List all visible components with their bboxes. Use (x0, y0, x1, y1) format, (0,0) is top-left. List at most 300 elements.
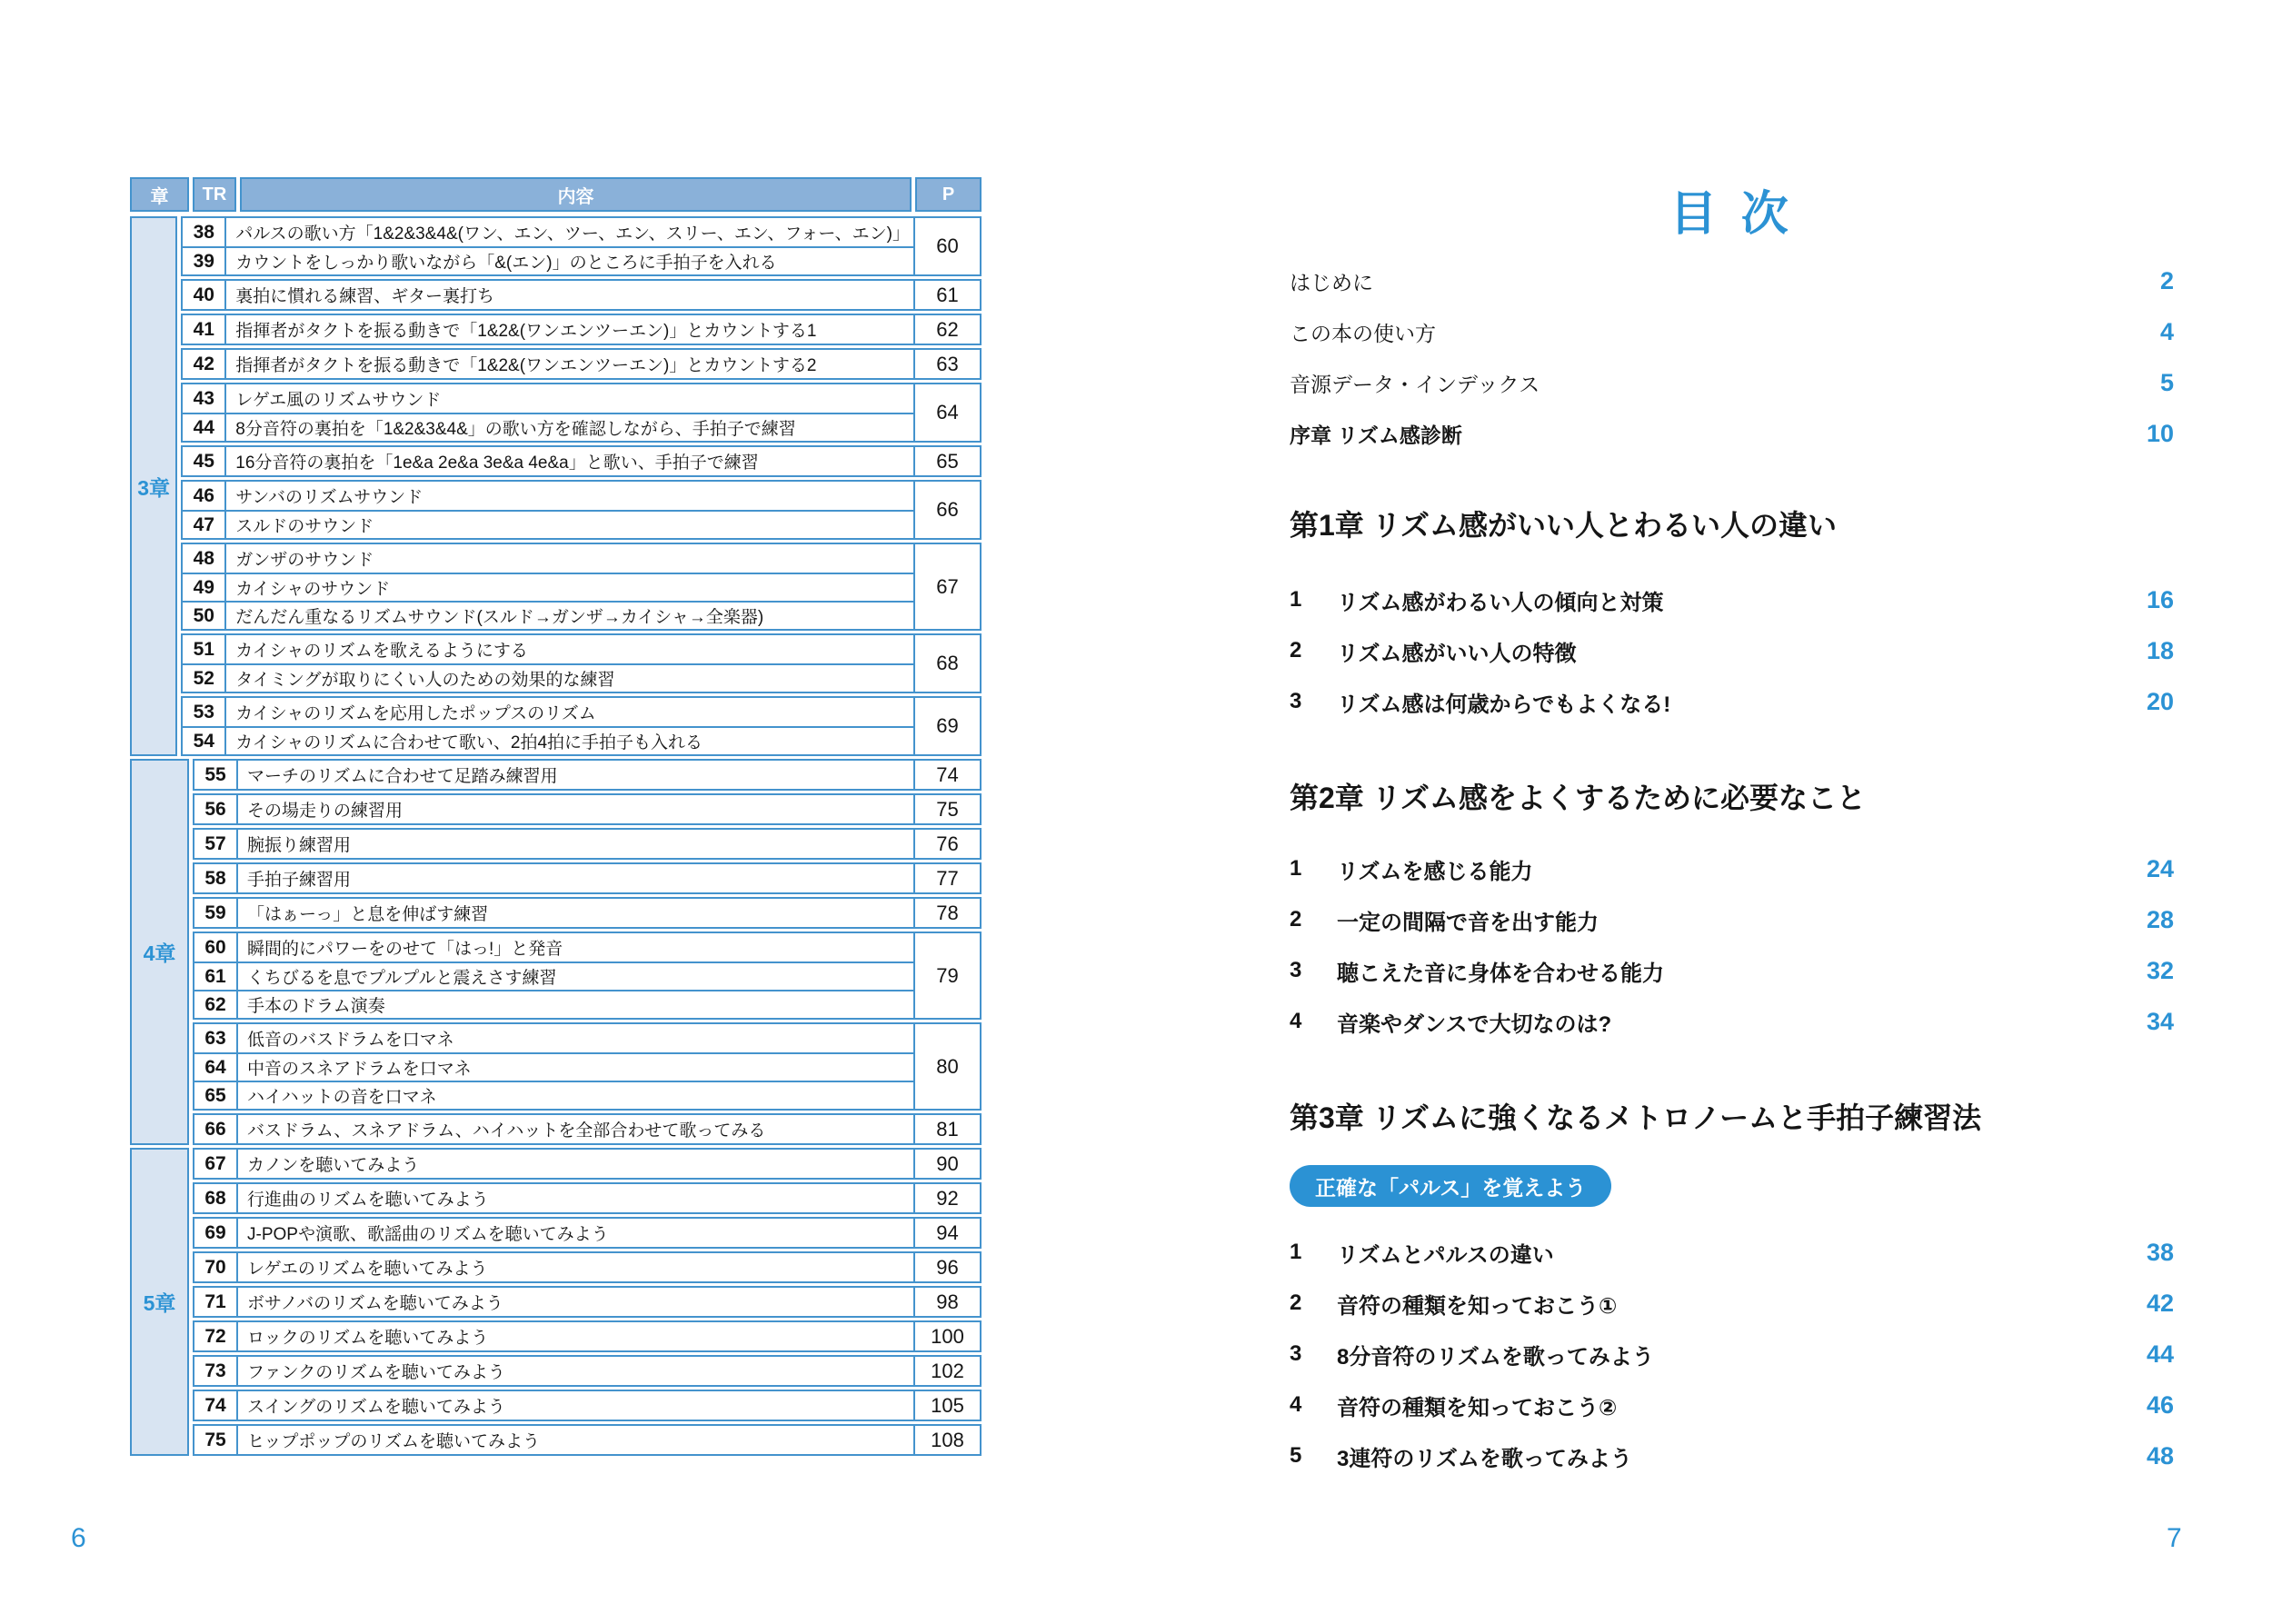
track-group-rows (194, 1288, 913, 1316)
table-row (194, 1052, 913, 1081)
track-groups (181, 216, 982, 756)
header-cell-track: TR (193, 177, 236, 212)
track-content-cell (238, 991, 913, 1018)
table-row (183, 246, 913, 274)
track-content-text: スイングのリズムを聴いてみよう (247, 1398, 505, 1417)
entry-page-number: 10 (2146, 419, 2174, 447)
page-number-left: 6 (71, 1523, 86, 1553)
track-content-text: ファンクのリズムを聴いてみよう (247, 1363, 505, 1382)
track-content-cell (238, 830, 913, 858)
group-page-number: 65 (913, 447, 980, 475)
track-group (181, 543, 982, 631)
track-number-cell: 63 (194, 1024, 238, 1052)
track-content-cell (226, 512, 913, 538)
table-row (194, 761, 913, 789)
track-content-cell (238, 1426, 913, 1454)
chapter-band (130, 1148, 189, 1456)
track-number-cell: 56 (194, 795, 238, 823)
page-number-right: 7 (2167, 1523, 2182, 1553)
table-row (194, 933, 913, 961)
track-number-cell: 50 (183, 603, 226, 629)
table-row (194, 1219, 913, 1247)
chapter-band (130, 216, 177, 756)
toc-section-chapter3 (1290, 1094, 2174, 1481)
track-content-cell (238, 963, 913, 990)
track-content-cell (238, 1219, 913, 1247)
track-group (193, 1286, 982, 1318)
track-group (193, 932, 982, 1020)
track-content-cell (226, 384, 913, 413)
track-number-cell: 43 (183, 384, 226, 413)
item-page-number: 16 (2146, 585, 2174, 613)
track-number-cell: 69 (194, 1219, 238, 1247)
table-row (183, 218, 913, 246)
header-cell-chapter: 章 (130, 177, 189, 212)
track-group-rows (194, 1219, 913, 1247)
track-content-cell (226, 698, 913, 726)
track-content-cell (226, 544, 913, 573)
table-row (194, 830, 913, 858)
entry-page-number: 4 (2159, 317, 2174, 345)
table-row (194, 1024, 913, 1052)
track-group (181, 696, 982, 756)
track-group (181, 633, 982, 693)
track-content-text: パルスの歌い方「1&2&3&4&(ワン、エン、ツー、エン、スリー、エン、フォー、エン)」 (235, 224, 910, 244)
table-row (194, 1150, 913, 1178)
table-row (183, 573, 913, 601)
toc-item (1290, 843, 2174, 894)
table-row (194, 1081, 913, 1109)
table-row (194, 1184, 913, 1212)
track-number-cell: 51 (183, 635, 226, 663)
track-number-cell: 52 (183, 665, 226, 692)
track-content-cell (238, 864, 913, 892)
table-row (183, 544, 913, 573)
table-row (183, 510, 913, 538)
chapter-section (130, 759, 982, 1145)
track-groups (193, 759, 982, 1145)
track-content-text: 裏拍に慣れる練習、ギター裏打ち (235, 287, 495, 306)
group-page-number: 63 (913, 350, 980, 378)
track-number-cell: 38 (183, 218, 226, 246)
table-row (183, 663, 913, 692)
track-content-cell (226, 315, 913, 344)
item-label: リズムとパルスの違い (1337, 1242, 1554, 1268)
entry-label: 序章 リズム感診断 (1290, 423, 1462, 447)
item-label: 一定の間隔で音を出す能力 (1337, 910, 1599, 935)
track-content-cell (226, 603, 913, 629)
entry-page-number: 5 (2159, 368, 2174, 396)
track-number-cell: 41 (183, 315, 226, 344)
track-content-text: 低音のバスドラムを口マネ (247, 1031, 454, 1050)
group-page-number: 94 (913, 1219, 980, 1247)
track-content-cell (238, 899, 913, 927)
track-content-text: J-POPや演歌、歌謡曲のリズムを聴いてみよう (247, 1225, 609, 1244)
item-number: 3 (1290, 958, 1302, 982)
track-content-text: カイシャのリズムに合わせて歌い、2拍4拍に手拍子も入れる (235, 733, 703, 752)
track-number-cell: 60 (194, 933, 238, 961)
group-page-number: 76 (913, 830, 980, 858)
toc-section-chapter1 (1290, 502, 2174, 727)
track-content-text: レゲエ風のリズムサウンド (235, 391, 442, 410)
track-content-cell (226, 665, 913, 692)
group-page-number: 75 (913, 795, 980, 823)
item-page-number: 46 (2146, 1390, 2174, 1419)
track-number-cell: 64 (194, 1054, 238, 1081)
item-label: 音符の種類を知っておこう② (1337, 1395, 1618, 1420)
item-page-number: 42 (2146, 1289, 2174, 1317)
track-number-cell: 49 (183, 574, 226, 601)
group-page-number: 64 (913, 384, 980, 441)
track-group-rows (183, 281, 913, 309)
track-content-cell (238, 1357, 913, 1385)
table-row (183, 726, 913, 754)
table-row (194, 961, 913, 990)
track-number-cell: 59 (194, 899, 238, 927)
item-number: 2 (1290, 638, 1302, 663)
track-group-rows (194, 1322, 913, 1350)
track-content-text: ロックのリズムを聴いてみよう (247, 1329, 489, 1348)
track-group-rows (183, 315, 913, 344)
track-content-text: 行進曲のリズムを聴いてみよう (247, 1191, 489, 1210)
track-group-rows (183, 635, 913, 692)
toc-item (1290, 676, 2174, 727)
table-row (183, 698, 913, 726)
track-content-cell (238, 1150, 913, 1178)
track-group-rows (183, 544, 913, 629)
chapter-heading: 第3章 リズムに強くなるメトロノームと手拍子練習法 (1290, 1101, 1982, 1134)
table-row (194, 864, 913, 892)
front-matter-entry (1290, 357, 2174, 408)
table-row (183, 482, 913, 510)
track-content-text: ボサノバのリズムを聴いてみよう (247, 1294, 503, 1313)
item-label: 音楽やダンスで大切なのは? (1337, 1011, 1612, 1037)
track-content-text: カイシャのリズムを応用したポップスのリズム (235, 704, 596, 723)
track-number-cell: 47 (183, 512, 226, 538)
track-number-cell: 72 (194, 1322, 238, 1350)
group-page-number: 80 (913, 1024, 980, 1109)
toc-section-chapter2 (1290, 774, 2174, 1047)
table-row (183, 601, 913, 629)
group-page-number: 102 (913, 1357, 980, 1385)
chapter-section (130, 1148, 982, 1456)
item-page-number: 38 (2146, 1238, 2174, 1266)
toc-title: 目 次 (1669, 188, 1794, 241)
toc-item-list (1290, 843, 2174, 1047)
group-page-number: 68 (913, 635, 980, 692)
track-content-text: タイミングが取りにくい人のための効果的な練習 (235, 671, 615, 690)
chapter-heading: 第2章 リズム感をよくするために必要なこと (1290, 782, 1867, 814)
front-matter-entry (1290, 408, 2174, 459)
track-content-text: 指揮者がタクトを振る動きで「1&2&(ワンエンツーエン)」とカウントする1 (235, 322, 817, 341)
track-content-text: カノンを聴いてみよう (247, 1156, 420, 1175)
track-content-text: 手本のドラム演奏 (247, 997, 385, 1016)
track-group-rows (183, 218, 913, 274)
track-content-cell (226, 635, 913, 663)
track-number-cell: 42 (183, 350, 226, 378)
track-group-rows (183, 698, 913, 754)
group-page-number: 77 (913, 864, 980, 892)
table-row (183, 315, 913, 344)
track-group-rows (194, 1150, 913, 1178)
toc-item-list (1290, 574, 2174, 727)
toc-page (1290, 0, 2174, 1624)
chapter-section (130, 216, 982, 756)
track-number-cell: 58 (194, 864, 238, 892)
track-group (193, 1251, 982, 1283)
track-number-cell: 39 (183, 248, 226, 274)
track-number-cell: 66 (194, 1115, 238, 1143)
item-label: 音符の種類を知っておこう① (1337, 1293, 1618, 1319)
track-group-rows (183, 447, 913, 475)
table-row (183, 350, 913, 378)
item-label: 3連符のリズムを歌ってみよう (1337, 1446, 1632, 1471)
table-row (183, 413, 913, 441)
toc-item-list (1290, 1227, 2174, 1481)
track-list-table (130, 177, 982, 1456)
track-group (181, 445, 982, 477)
track-content-text: ヒップポップのリズムを聴いてみよう (247, 1432, 541, 1451)
track-number-cell: 46 (183, 482, 226, 510)
track-content-text: レゲエのリズムを聴いてみよう (247, 1260, 488, 1279)
track-content-text: カイシャのサウンド (235, 580, 391, 599)
track-group-rows (183, 384, 913, 441)
group-page-number: 69 (913, 698, 980, 754)
item-number: 4 (1290, 1392, 1302, 1417)
track-number-cell: 53 (183, 698, 226, 726)
table-row (194, 1322, 913, 1350)
item-page-number: 32 (2146, 956, 2174, 984)
track-content-cell (226, 447, 913, 475)
track-content-text: 中音のスネアドラムを口マネ (247, 1060, 472, 1079)
section-badge: 正確な「パルス」を覚えよう (1290, 1165, 1611, 1207)
track-group (193, 1424, 982, 1456)
track-content-cell (238, 761, 913, 789)
item-number: 2 (1290, 907, 1302, 932)
track-content-text: ガンザのサウンド (235, 551, 374, 570)
chapter-band (130, 759, 189, 1145)
track-group (193, 862, 982, 894)
track-group-rows (194, 1184, 913, 1212)
chapter-label: 5章 (143, 1291, 176, 1315)
group-page-number: 108 (913, 1426, 980, 1454)
toc-item (1290, 1430, 2174, 1481)
toc-item (1290, 894, 2174, 945)
table-row (194, 1357, 913, 1385)
table-row (194, 1115, 913, 1143)
track-group (193, 1217, 982, 1249)
item-page-number: 24 (2146, 854, 2174, 882)
table-row (194, 1288, 913, 1316)
table-row (183, 384, 913, 413)
track-number-cell: 71 (194, 1288, 238, 1316)
track-content-cell (226, 248, 913, 274)
table-row (194, 1426, 913, 1454)
track-content-cell (226, 482, 913, 510)
entry-label: 音源データ・インデックス (1290, 372, 1540, 396)
item-page-number: 18 (2146, 636, 2174, 664)
track-content-cell (238, 1391, 913, 1420)
track-group-rows (183, 482, 913, 538)
track-content-text: カウントをしっかり歌いながら「&(エン)」のところに手拍子を入れる (235, 254, 777, 273)
track-group (193, 1022, 982, 1111)
track-content-text: 指揮者がタクトを振る動きで「1&2&(ワンエンツーエン)」とカウントする2 (235, 356, 817, 375)
track-content-text: くちびるを息でプルプルと震えさす練習 (247, 969, 557, 988)
entry-page-number: 2 (2159, 266, 2174, 294)
chapter-label: 4章 (143, 942, 176, 965)
track-group (193, 1148, 982, 1180)
group-page-number: 92 (913, 1184, 980, 1212)
track-number-cell: 62 (194, 991, 238, 1018)
item-number: 1 (1290, 1240, 1302, 1264)
track-content-cell (238, 933, 913, 961)
track-groups (193, 1148, 982, 1456)
track-number-cell: 61 (194, 963, 238, 990)
table-row (183, 447, 913, 475)
track-group (181, 314, 982, 345)
track-group (181, 279, 982, 311)
track-number-cell: 57 (194, 830, 238, 858)
track-content-text: 腕振り練習用 (247, 836, 352, 855)
track-content-text: カイシャのリズムを歌えるようにする (235, 642, 528, 661)
track-content-cell (238, 1024, 913, 1052)
track-group (193, 1320, 982, 1352)
track-group-rows (194, 830, 913, 858)
track-content-text: 16分音符の裏拍を「1e&a 2e&a 3e&a 4e&a」と歌い、手拍子で練習 (235, 453, 759, 473)
track-number-cell: 67 (194, 1150, 238, 1178)
track-content-cell (226, 574, 913, 601)
item-number: 5 (1290, 1443, 1302, 1468)
track-content-cell (238, 1054, 913, 1081)
track-group (193, 1182, 982, 1214)
header-cell-page: P (915, 177, 982, 212)
track-number-cell: 74 (194, 1391, 238, 1420)
item-label: 聴こえた音に身体を合わせる能力 (1337, 961, 1664, 986)
track-content-text: ハイハットの音を口マネ (247, 1088, 437, 1107)
group-page-number: 81 (913, 1115, 980, 1143)
track-content-cell (238, 1115, 913, 1143)
entry-label: はじめに (1290, 270, 1373, 294)
item-label: リズム感は何歳からでもよくなる! (1337, 692, 1671, 717)
track-group-rows (183, 350, 913, 378)
item-page-number: 20 (2146, 687, 2174, 715)
track-group-rows (194, 795, 913, 823)
item-label: リズム感がいい人の特徴 (1337, 641, 1577, 666)
table-body (130, 216, 982, 1456)
track-group-rows (194, 1357, 913, 1385)
track-number-cell: 75 (194, 1426, 238, 1454)
track-number-cell: 48 (183, 544, 226, 573)
toc-item (1290, 996, 2174, 1047)
group-page-number: 100 (913, 1322, 980, 1350)
track-group-rows (194, 761, 913, 789)
track-content-cell (226, 281, 913, 309)
group-page-number: 90 (913, 1150, 980, 1178)
track-number-cell: 54 (183, 728, 226, 754)
track-group-rows (194, 933, 913, 1018)
front-matter-entry (1290, 255, 2174, 306)
item-number: 2 (1290, 1290, 1302, 1315)
toc-item (1290, 1227, 2174, 1278)
track-content-cell (226, 218, 913, 246)
item-label: リズムを感じる能力 (1337, 859, 1533, 884)
group-page-number: 98 (913, 1288, 980, 1316)
group-page-number: 96 (913, 1253, 980, 1281)
track-group-rows (194, 864, 913, 892)
track-group-rows (194, 1391, 913, 1420)
track-group-rows (194, 1426, 913, 1454)
item-label: リズム感がわるい人の傾向と対策 (1337, 590, 1664, 615)
track-group (181, 480, 982, 540)
table-row (194, 899, 913, 927)
track-content-text: スルドのサウンド (235, 517, 374, 536)
track-group (181, 348, 982, 380)
track-group (193, 759, 982, 791)
track-content-text: 瞬間的にパワーをのせて「はっ!」と発音 (247, 940, 563, 959)
track-group (193, 1390, 982, 1421)
track-group-rows (194, 1253, 913, 1281)
group-page-number: 79 (913, 933, 980, 1018)
table-row (183, 281, 913, 309)
group-page-number: 66 (913, 482, 980, 538)
header-cell-content: 内容 (240, 177, 912, 212)
track-group-rows (194, 899, 913, 927)
toc-item (1290, 1329, 2174, 1380)
track-number-cell: 65 (194, 1082, 238, 1109)
item-page-number: 34 (2146, 1007, 2174, 1035)
entry-label: この本の使い方 (1290, 321, 1436, 345)
item-page-number: 44 (2146, 1340, 2174, 1368)
toc-item (1290, 574, 2174, 625)
track-number-cell: 70 (194, 1253, 238, 1281)
group-page-number: 62 (913, 315, 980, 344)
toc-item (1290, 945, 2174, 996)
track-content-cell (238, 1253, 913, 1281)
track-content-text: サンバのリズムサウンド (235, 488, 424, 507)
track-content-text: 手拍子練習用 (247, 871, 352, 890)
track-group (193, 793, 982, 825)
item-page-number: 48 (2146, 1441, 2174, 1470)
track-content-cell (238, 795, 913, 823)
track-group-rows (194, 1024, 913, 1109)
table-row (194, 1391, 913, 1420)
toc-item (1290, 625, 2174, 676)
track-content-text: マーチのリズムに合わせて足踏み練習用 (247, 767, 558, 786)
group-page-number: 67 (913, 544, 980, 629)
track-number-cell: 68 (194, 1184, 238, 1212)
item-number: 1 (1290, 587, 1302, 612)
track-content-text: その場走りの練習用 (247, 802, 404, 821)
track-group-rows (194, 1115, 913, 1143)
track-content-cell (226, 350, 913, 378)
group-page-number: 61 (913, 281, 980, 309)
track-content-cell (226, 728, 913, 754)
item-page-number: 28 (2146, 905, 2174, 933)
track-group (181, 383, 982, 443)
track-group (193, 828, 982, 860)
track-content-cell (238, 1288, 913, 1316)
track-content-cell (238, 1184, 913, 1212)
table-row (194, 795, 913, 823)
group-page-number: 60 (913, 218, 980, 274)
track-content-cell (238, 1322, 913, 1350)
track-content-text: だんだん重なるリズムサウンド(スルド→ガンザ→カイシャ→全楽器) (235, 608, 764, 627)
group-page-number: 105 (913, 1391, 980, 1420)
track-content-text: 8分音符の裏拍を「1&2&3&4&」の歌い方を確認しながら、手拍子で練習 (235, 420, 796, 439)
track-number-cell: 40 (183, 281, 226, 309)
front-matter-entry (1290, 306, 2174, 357)
track-group (193, 1355, 982, 1387)
